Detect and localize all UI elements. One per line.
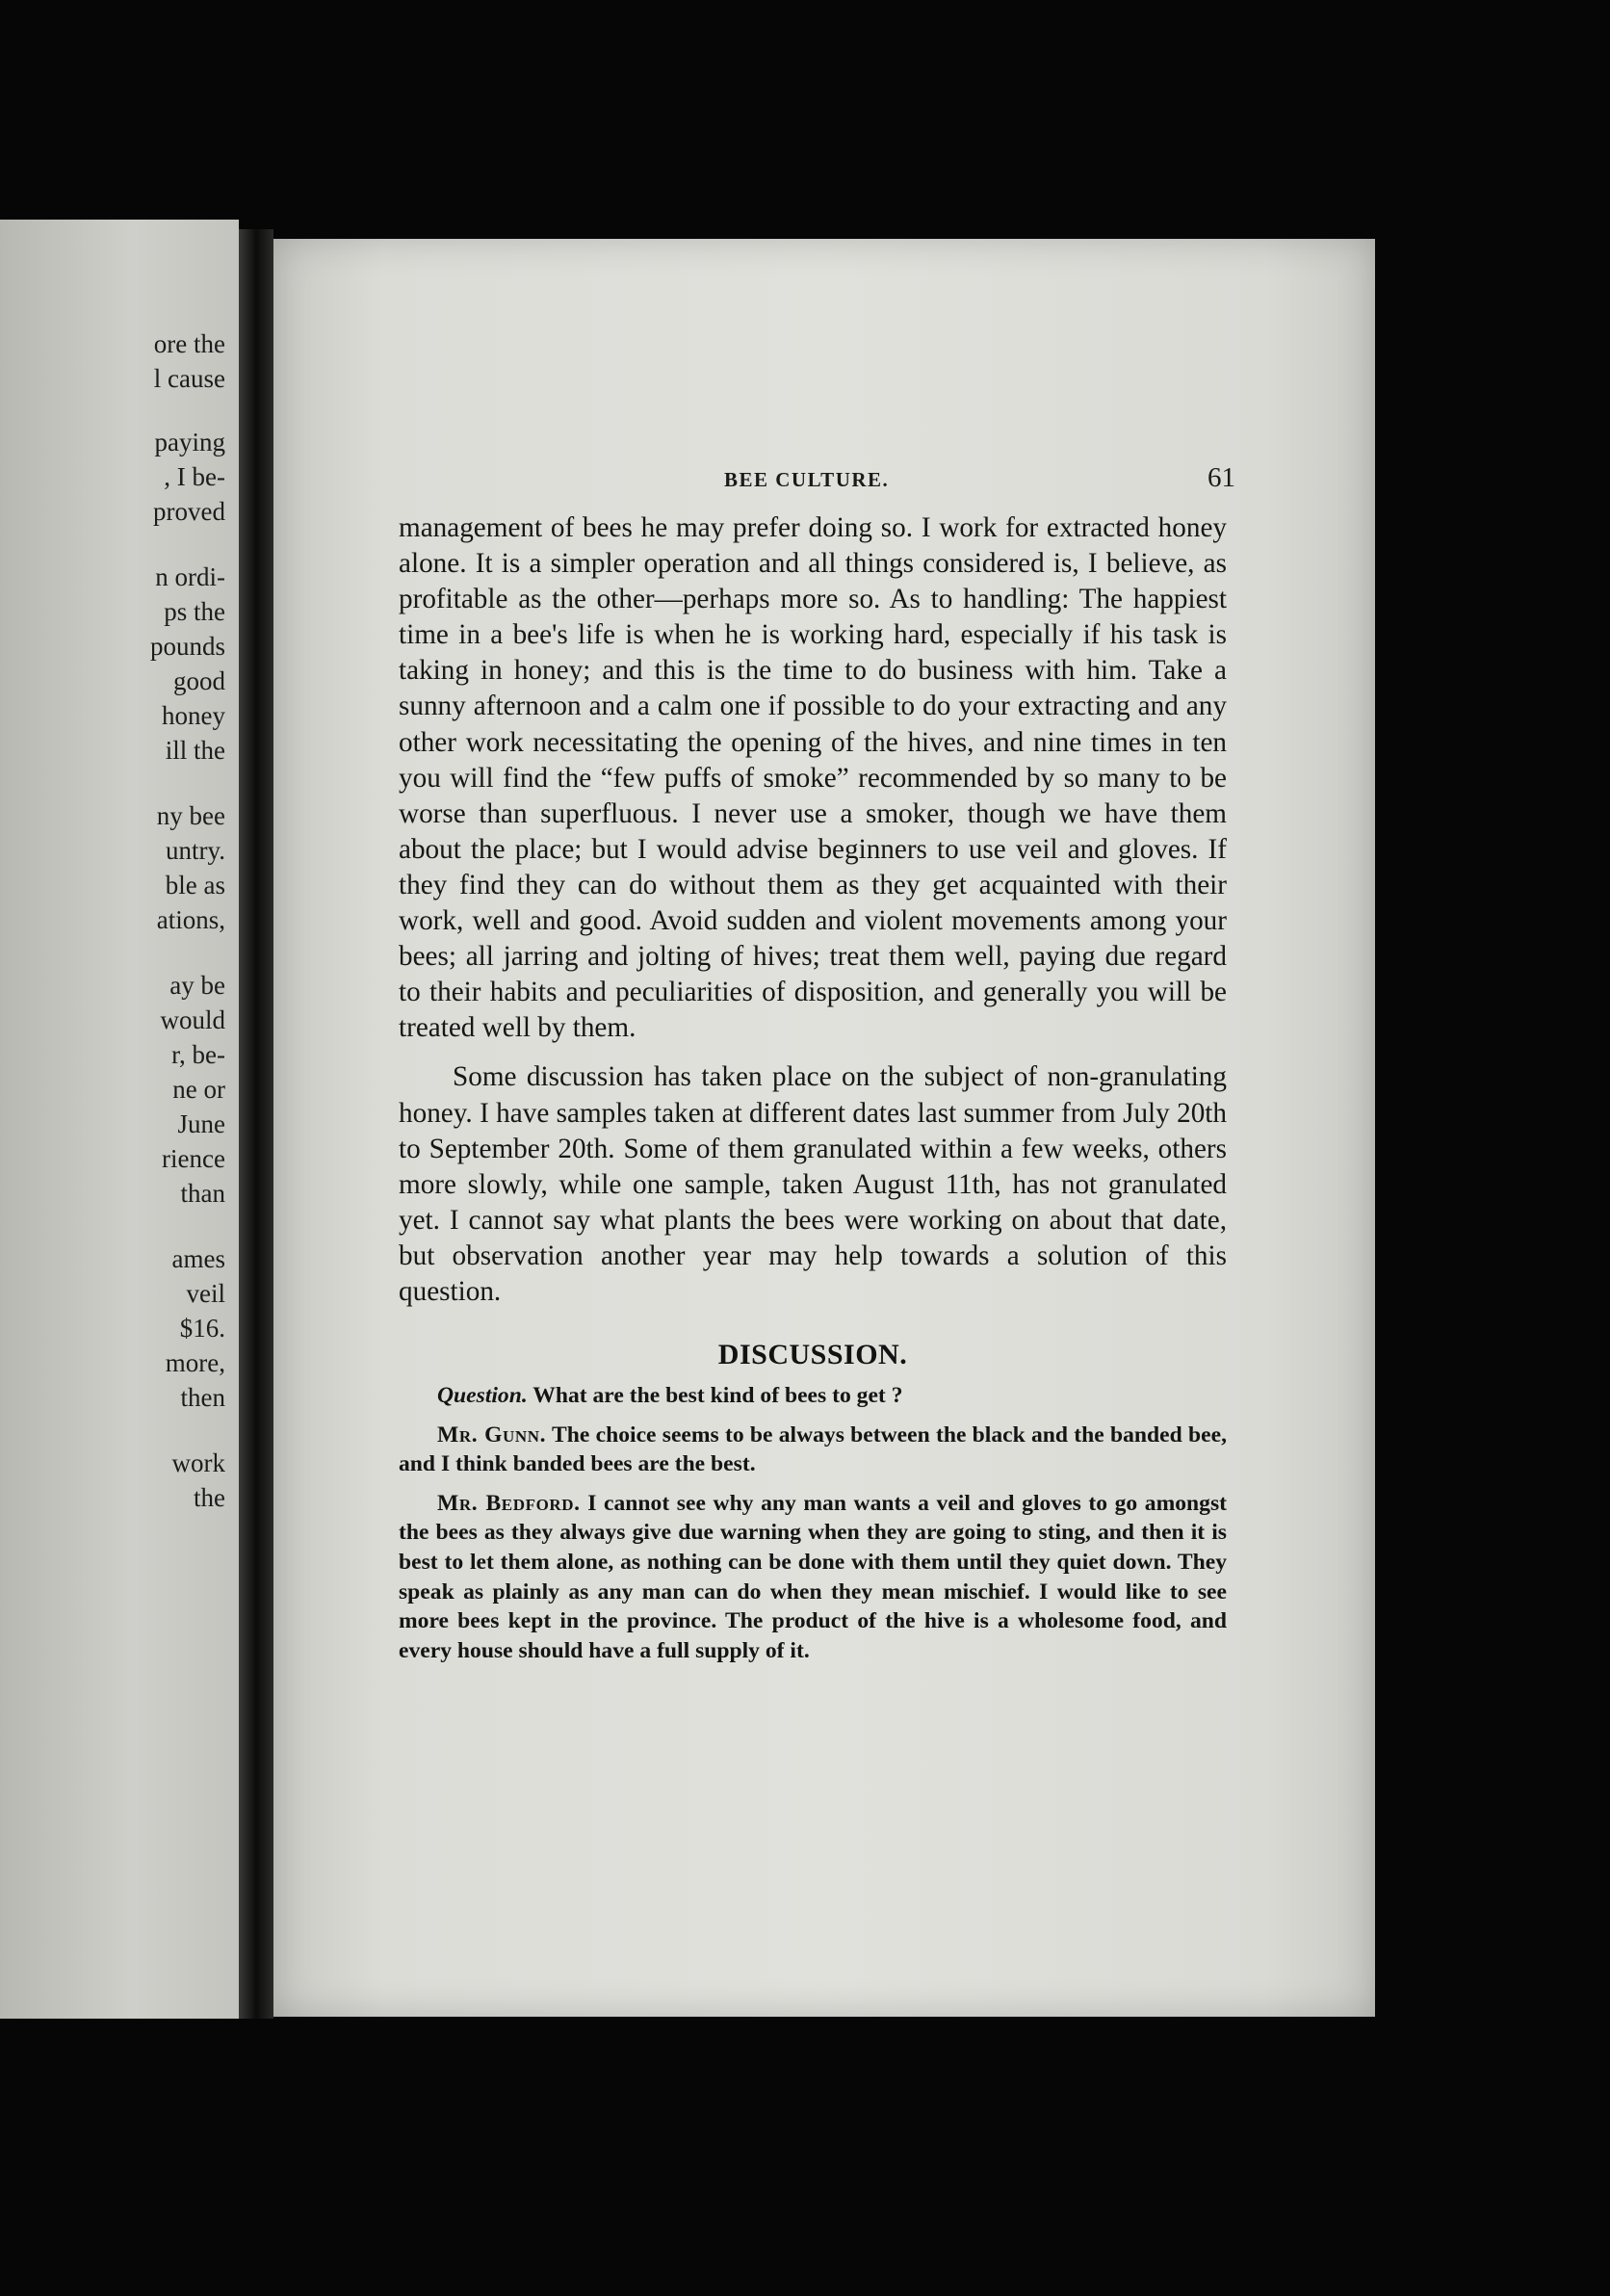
left-page-line: $16. [179,1314,225,1343]
left-page-line: ore the [153,329,225,358]
left-page-line: ne or [172,1075,225,1104]
left-page-line: proved [153,497,225,526]
discussion-answer [399,1489,1227,1666]
left-page-line: the [194,1483,225,1512]
left-page-line: ps the [164,597,225,626]
discussion-question [399,1381,1227,1411]
left-page-line: more, [165,1348,225,1377]
left-page-line: than [180,1179,225,1208]
book-gutter [239,229,273,2019]
left-page-line: ay be [169,971,225,1000]
left-page-line: ill the [165,736,225,765]
left-facing-page [0,220,239,2019]
left-page-line: veil [186,1279,225,1308]
speaker-name: Mr. Bedford. [437,1490,581,1516]
speaker-name: Mr. Gunn. [437,1422,547,1448]
left-page-line: ble as [165,871,225,900]
left-page-line: would [160,1005,225,1034]
left-page-line: n ordi- [155,562,225,591]
running-title: BEE CULTURE. [724,468,890,491]
page-body [399,510,1227,1665]
question-text: What are the best kind of bees to get ? [532,1383,903,1409]
body-paragraph: management of bees he may prefer doing so. I work for extracted honey alone. It is a simpler operation and all things considered is, I believe, as profitable as the other—perhaps more so. As to handling: The happiest time in a bee's life is when he is working hard, especially if his task is taking in honey; and this is the time to do business with him. Take a sunny afternoon and a calm one if possible to do your extracting and any other work necessitating the opening of the hives, and nine times in ten you will find the “few puffs of smoke” recommended by so many to be worse than superfluous. I never use a smoker, though we have them about the place; but I would advise beginners to use veil and gloves. If they find they can do without them as they get acquainted with their work, well and good. Avoid sudden and violent movements among your bees; all jarring and jolting of hives; treat them well, paying due regard to their habits and peculiarities of disposition, and generally you will be treated well by them. [399,512,1227,1044]
left-page-line: then [180,1383,225,1412]
left-page-line: work [171,1448,225,1477]
page-number: 61 [1208,462,1235,493]
left-page-line: ames [171,1244,225,1273]
book-page [273,239,1375,2017]
question-label: Question. [437,1383,528,1409]
left-page-line: l cause [153,364,225,393]
discussion-answer [399,1421,1227,1479]
left-page-line: honey [162,701,225,730]
left-page-line: paying [154,428,225,457]
answer-text: I cannot see why any man wants a veil and gloves to go amongst the bees as they always give due warning when they are going to sting, and then it is best to let them alone, as nothing can be done with them until they quiet down. They speak as plainly as any man can do when they mean mischief. I would like to see more bees kept in the province. The product of the hive is a wholesome food, and every house should have a full supply of it. [399,1490,1227,1663]
left-page-line: rience [162,1144,225,1173]
section-heading: DISCUSSION. [717,1339,908,1371]
left-page-line: ny bee [156,801,225,830]
left-page-line: untry. [166,836,225,865]
answer-text: The choice seems to be always between the black and the banded bee, and I think banded bees are the best. [399,1422,1227,1477]
running-head [273,462,1375,501]
left-page-line: , I be- [164,462,225,491]
body-paragraph: Some discussion has taken place on the subject of non-granulating honey. I have samples taken at different dates last summer from July 20th to September 20th. Some of them granulated within a few weeks, others more slowly, while one sample, taken August 11th, has not granulated yet. I cannot say what plants the bees were working on about that date, but observation another year may help towards a solution of this question. [399,1061,1227,1307]
left-page-line: pounds [149,632,225,661]
left-page-line: June [177,1109,225,1138]
left-page-line: good [173,666,225,695]
left-page-line: ations, [156,905,225,934]
left-page-line: r, be- [171,1040,225,1069]
